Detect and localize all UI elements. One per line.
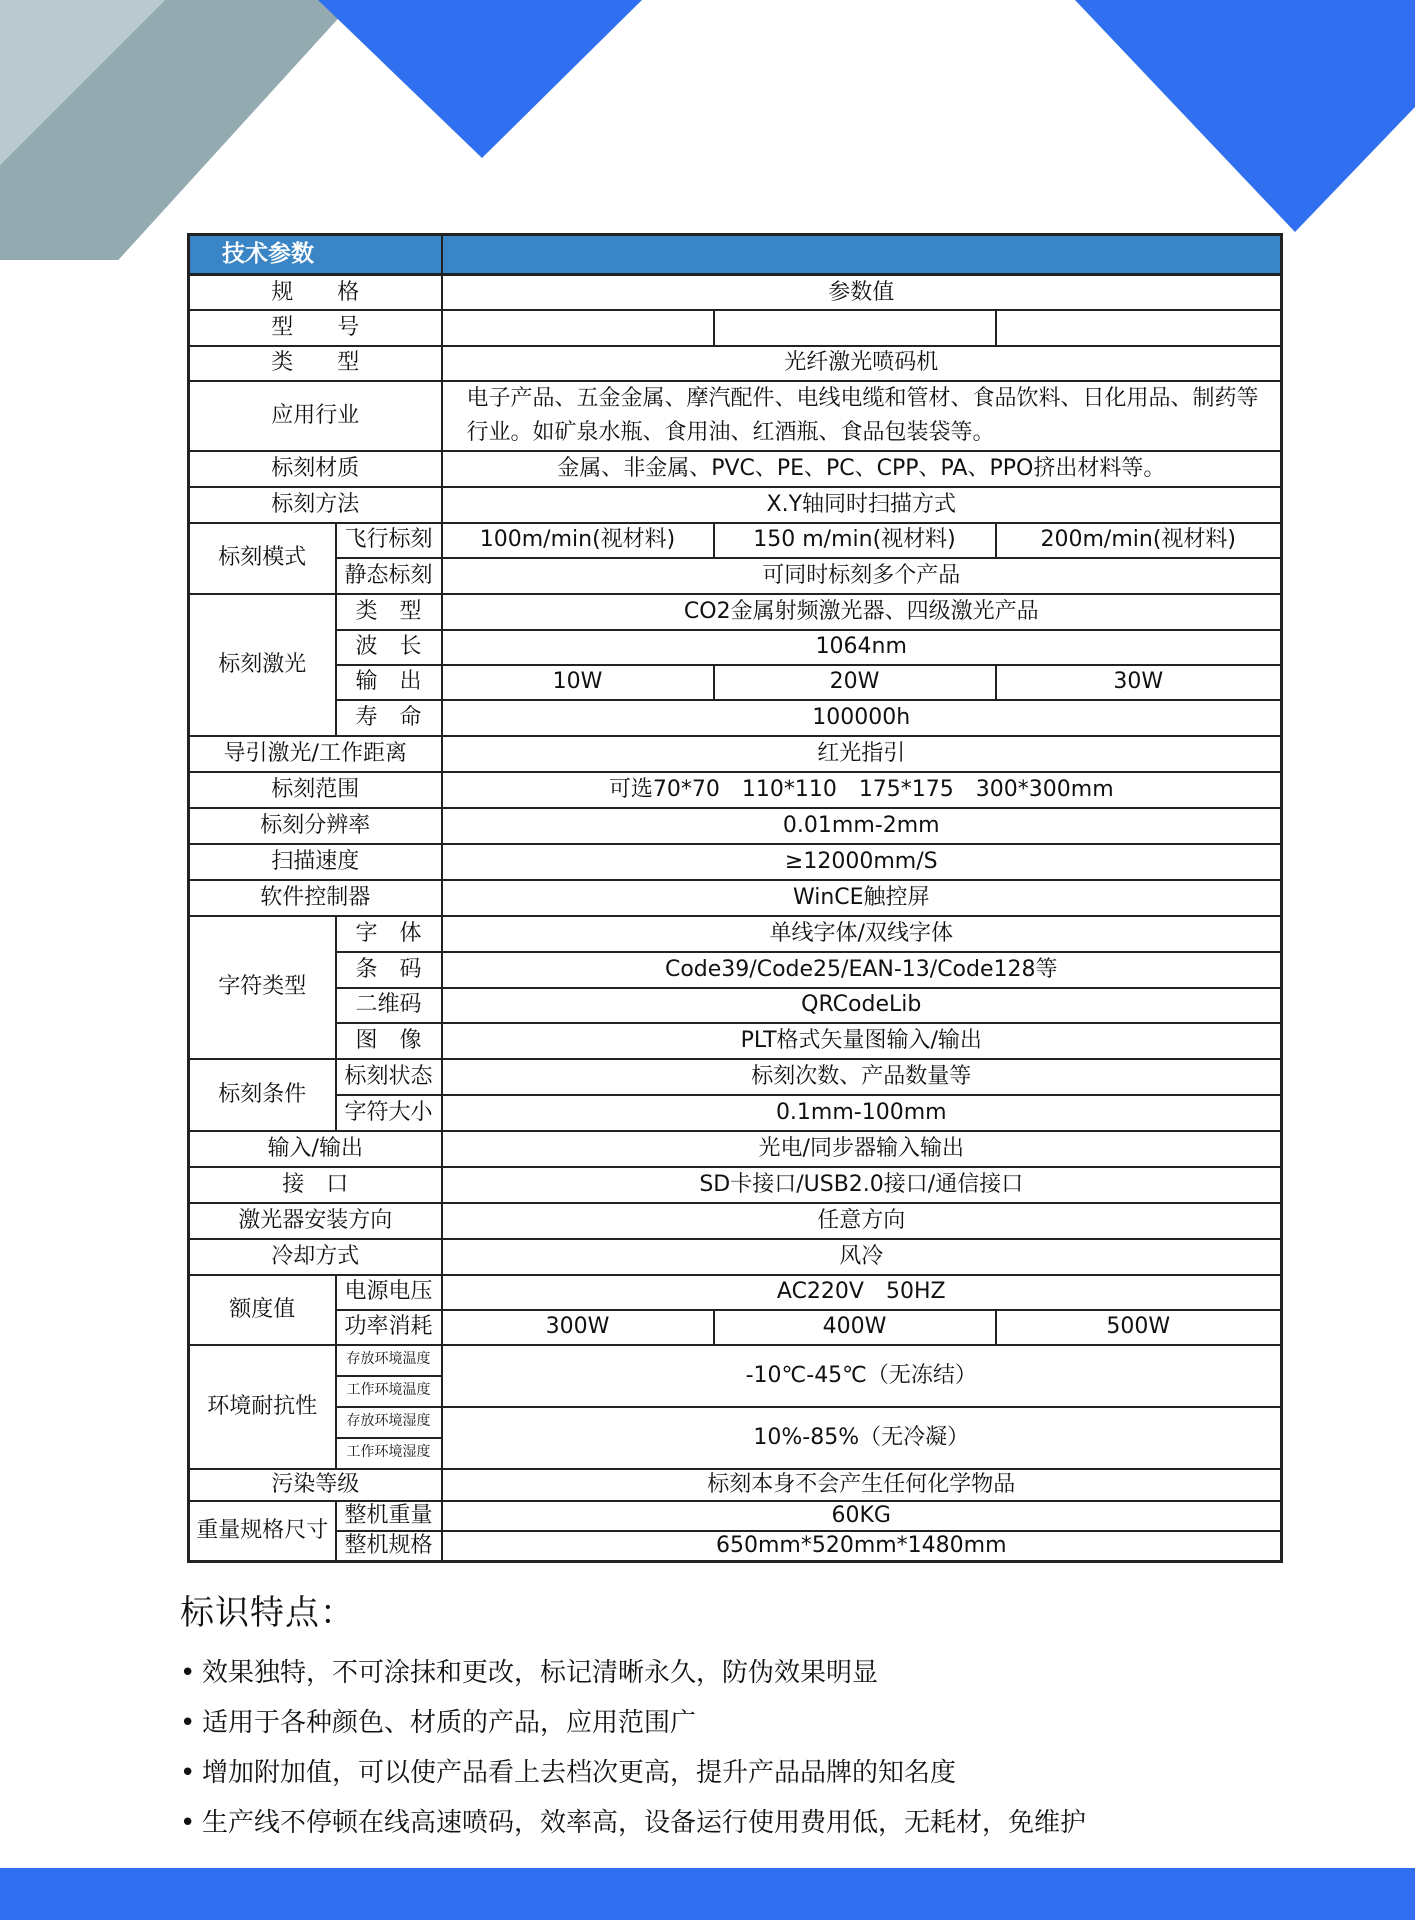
range-label: 标刻范围: [189, 772, 442, 808]
qr-label: 二维码: [336, 988, 442, 1023]
power-value-1: 300W: [442, 1310, 714, 1345]
static-value: 可同时标刻多个产品: [442, 558, 1282, 594]
table-row: [189, 1023, 1282, 1059]
spec-table: [187, 233, 1283, 1563]
fly-value-1: 100m/min(视材料): [442, 523, 714, 558]
barcode-value: Code39/Code25/EAN-13/Code128等: [442, 952, 1282, 988]
table-row: [189, 736, 1282, 772]
laser-type-value: CO2金属射频激光器、四级激光产品: [442, 594, 1282, 630]
table-row: [189, 451, 1282, 487]
table-row: [189, 1095, 1282, 1131]
table-row: [189, 1531, 1282, 1562]
table-row: [189, 1131, 1282, 1167]
io-value: 光电/同步器输入输出: [442, 1131, 1282, 1167]
table-row: [189, 594, 1282, 630]
list-item: • 增加附加值，可以使产品看上去档次更高，提升产品品牌的知名度: [180, 1748, 1280, 1798]
list-item: • 适用于各种颜色、材质的产品，应用范围广: [180, 1698, 1280, 1748]
table-row: [189, 772, 1282, 808]
table-row: [189, 988, 1282, 1023]
image-label: 图 像: [336, 1023, 442, 1059]
table-row: [189, 844, 1282, 880]
image-value: PLT格式矢量图输入/输出: [442, 1023, 1282, 1059]
port-value: SD卡接口/USB2.0接口/通信接口: [442, 1167, 1282, 1203]
status-value: 标刻次数、产品数量等: [442, 1059, 1282, 1095]
resolution-value: 0.01mm-2mm: [442, 808, 1282, 844]
life-label: 寿 命: [336, 700, 442, 736]
size-value: 0.1mm-100mm: [442, 1095, 1282, 1131]
table-row: [189, 346, 1282, 381]
cooling-label: 冷却方式: [189, 1239, 442, 1275]
power-value-2: 400W: [714, 1310, 996, 1345]
laser-label: 标刻激光: [189, 594, 336, 736]
table-row: [189, 1345, 1282, 1376]
io-label: 输入/输出: [189, 1131, 442, 1167]
table-row: [189, 1275, 1282, 1310]
table-row: [189, 1310, 1282, 1345]
table-row: [189, 665, 1282, 700]
life-value: 100000h: [442, 700, 1282, 736]
port-label: 接 口: [189, 1167, 442, 1203]
mode-label: 标刻模式: [189, 523, 336, 594]
table-row: [189, 1407, 1282, 1438]
wavelength-value: 1064nm: [442, 630, 1282, 665]
char-label: 字符类型: [189, 916, 336, 1059]
pollution-label: 污染等级: [189, 1469, 442, 1501]
dims-label: 整机规格: [336, 1531, 442, 1562]
mount-label: 激光器安装方向: [189, 1203, 442, 1239]
col-spec-header: 规 格: [189, 275, 442, 310]
table-row: [189, 630, 1282, 665]
fly-value-3: 200m/min(视材料): [996, 523, 1282, 558]
table-row: [189, 487, 1282, 523]
rated-label: 额度值: [189, 1275, 336, 1345]
table-row: [189, 880, 1282, 916]
laser-type-label: 类 型: [336, 594, 442, 630]
range-value: 可选70*70 110*110 175*175 300*300mm: [442, 772, 1282, 808]
env-label: 环境耐抗性: [189, 1345, 336, 1469]
voltage-value: AC220V 50HZ: [442, 1275, 1282, 1310]
scan-value: ≥12000mm/S: [442, 844, 1282, 880]
output-label: 输 出: [336, 665, 442, 700]
weight-value: 60KG: [442, 1501, 1282, 1531]
output-value-3: 30W: [996, 665, 1282, 700]
table-row: [189, 808, 1282, 844]
qr-value: QRCodeLib: [442, 988, 1282, 1023]
guide-value: 红光指引: [442, 736, 1282, 772]
features-section: [180, 1585, 1280, 1848]
material-value: 金属、非金属、PVC、PE、PC、CPP、PA、PPO挤出材料等。: [442, 451, 1282, 487]
output-value-1: 10W: [442, 665, 714, 700]
status-label: 标刻状态: [336, 1059, 442, 1095]
dims-value: 650mm*520mm*1480mm: [442, 1531, 1282, 1562]
software-value: WinCE触控屏: [442, 880, 1282, 916]
resolution-label: 标刻分辨率: [189, 808, 442, 844]
software-label: 软件控制器: [189, 880, 442, 916]
table-row: [189, 916, 1282, 952]
work-hum-label: 工作环境湿度: [336, 1438, 442, 1469]
work-temp-label: 工作环境温度: [336, 1376, 442, 1407]
table-row: [189, 1469, 1282, 1501]
hum-value: 10%-85%（无冷凝）: [442, 1407, 1282, 1469]
font-label: 字 体: [336, 916, 442, 952]
weight-label: 整机重量: [336, 1501, 442, 1531]
col-value-header: 参数值: [442, 275, 1282, 310]
bottom-blue-bar: [0, 1868, 1415, 1920]
model-cell: [442, 310, 714, 346]
table-header-blank: [442, 235, 1282, 275]
list-item: • 效果独特，不可涂抹和更改，标记清晰永久，防伪效果明显: [180, 1648, 1280, 1698]
type-label: 类 型: [189, 346, 442, 381]
type-value: 光纤激光喷码机: [442, 346, 1282, 381]
material-label: 标刻材质: [189, 451, 442, 487]
features-list: [180, 1648, 1280, 1848]
font-value: 单线字体/双线字体: [442, 916, 1282, 952]
model-label: 型 号: [189, 310, 442, 346]
power-value-3: 500W: [996, 1310, 1282, 1345]
industry-value: 电子产品、五金金属、摩汽配件、电线电缆和管材、食品饮料、日化用品、制药等行业。如矿泉水瓶、食用油、红酒瓶、食品包装袋等。: [442, 381, 1282, 451]
table-row: [189, 700, 1282, 736]
guide-label: 导引激光/工作距离: [189, 736, 442, 772]
mount-value: 任意方向: [442, 1203, 1282, 1239]
industry-label: 应用行业: [189, 381, 442, 451]
table-row: [189, 275, 1282, 310]
table-title: 技术参数: [189, 235, 442, 275]
list-item: • 生产线不停顿在线高速喷码，效率高，设备运行使用费用低，无耗材，免维护: [180, 1798, 1280, 1848]
method-value: X.Y轴同时扫描方式: [442, 487, 1282, 523]
table-row: [189, 1501, 1282, 1531]
scan-label: 扫描速度: [189, 844, 442, 880]
cond-label: 标刻条件: [189, 1059, 336, 1131]
table-header-row: [189, 235, 1282, 275]
temp-value: -10℃-45℃（无冻结）: [442, 1345, 1282, 1407]
fly-value-2: 150 m/min(视材料): [714, 523, 996, 558]
store-hum-label: 存放环境湿度: [336, 1407, 442, 1438]
table-row: [189, 1167, 1282, 1203]
pollution-value: 标刻本身不会产生任何化学物品: [442, 1469, 1282, 1501]
model-cell: [714, 310, 996, 346]
output-value-2: 20W: [714, 665, 996, 700]
wavelength-label: 波 长: [336, 630, 442, 665]
features-title: 标识特点：: [180, 1593, 355, 1633]
weight-group-label: 重量规格尺寸: [189, 1501, 336, 1562]
table-row: [189, 1203, 1282, 1239]
store-temp-label: 存放环境温度: [336, 1345, 442, 1376]
blue-triangle-right: [1075, 0, 1415, 232]
table-row: [189, 1239, 1282, 1275]
cooling-value: 风冷: [442, 1239, 1282, 1275]
power-label: 功率消耗: [336, 1310, 442, 1345]
voltage-label: 电源电压: [336, 1275, 442, 1310]
static-label: 静态标刻: [336, 558, 442, 594]
model-cell: [996, 310, 1282, 346]
table-row: [189, 523, 1282, 558]
fly-label: 飞行标刻: [336, 523, 442, 558]
table-row: [189, 952, 1282, 988]
table-row: [189, 381, 1282, 451]
blue-chevron: [318, 0, 642, 158]
method-label: 标刻方法: [189, 487, 442, 523]
decorative-header-shapes: [0, 0, 1415, 260]
size-label: 字符大小: [336, 1095, 442, 1131]
table-row: [189, 1059, 1282, 1095]
table-row: [189, 310, 1282, 346]
barcode-label: 条 码: [336, 952, 442, 988]
table-row: [189, 558, 1282, 594]
